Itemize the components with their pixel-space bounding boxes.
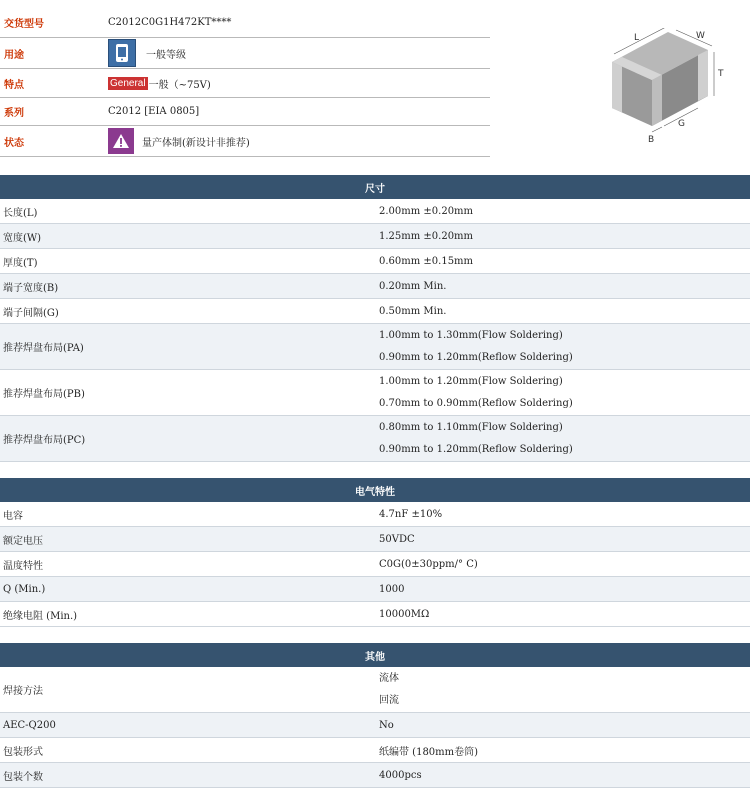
feature-value: 一般（~75V): [148, 79, 211, 91]
table-row: 端子间隔(G) 0.50mm Min.: [0, 299, 750, 324]
table-row: 电容 4.7nF ±10%: [0, 502, 750, 527]
info-row-feature: [0, 69, 490, 98]
table-row: 包装个数 4000pcs: [0, 763, 750, 788]
other-header: 其他: [0, 643, 750, 667]
table-row: 温度特性 C0G(0±30ppm/° C): [0, 552, 750, 577]
table-row: 推荐焊盘布局(PC) 0.80mm to 1.10mm(Flow Soldering) 0.90mm to 1.20mm(Reflow Soldering): [0, 416, 750, 462]
dim-label-l: L: [634, 33, 640, 43]
series-label: 系列: [4, 108, 24, 119]
other-section: [0, 643, 750, 788]
table-row: 额定电压 50VDC: [0, 527, 750, 552]
table-row: 推荐焊盘布局(PA) 1.00mm to 1.30mm(Flow Soldering) 0.90mm to 1.20mm(Reflow Soldering): [0, 324, 750, 370]
status-label: 状态: [4, 137, 24, 149]
part-number-value: C2012C0G1H472KT****: [108, 17, 232, 28]
chip-terminal-right: [698, 50, 708, 101]
dim-label-g: G: [678, 119, 685, 129]
table-row: 宽度(W) 1.25mm ±0.20mm: [0, 224, 750, 249]
table-row: 推荐焊盘布局(PB) 1.00mm to 1.20mm(Flow Soldering) 0.70mm to 0.90mm(Reflow Soldering): [0, 370, 750, 416]
chip-terminal-left: [612, 62, 622, 113]
info-row-usage: [0, 38, 490, 69]
table-row: 长度(L) 2.00mm ±0.20mm: [0, 199, 750, 224]
usage-value: 一般等级: [146, 49, 186, 61]
table-row: Q (Min.) 1000: [0, 577, 750, 602]
electrical-header: 电气特性: [0, 478, 750, 502]
usage-label: 用途: [4, 49, 24, 61]
dim-label-w: W: [696, 31, 705, 41]
product-info: [0, 8, 490, 157]
info-row-part-number: [0, 8, 490, 38]
dimensions-section: [0, 175, 750, 462]
table-row: 端子宽度(B) 0.20mm Min.: [0, 274, 750, 299]
table-row: 包装形式 纸编带 (180mm卷筒): [0, 738, 750, 763]
info-row-series: [0, 98, 490, 126]
series-value: C2012 [EIA 0805]: [108, 106, 200, 117]
part-number-label: 交货型号: [4, 19, 44, 30]
chip-dimension-diagram: [604, 28, 730, 146]
feature-label: 特点: [4, 79, 24, 91]
phone-device-icon: [108, 39, 136, 67]
dimensions-header: 尺寸: [0, 175, 750, 199]
table-row: AEC-Q200 No: [0, 713, 750, 738]
table-row: 厚度(T) 0.60mm ±0.15mm: [0, 249, 750, 274]
electrical-section: [0, 478, 750, 627]
info-row-status: [0, 126, 490, 157]
dim-label-b: B: [648, 135, 655, 145]
status-value: 量产体制(新设计非推荐): [142, 137, 250, 149]
table-row: 绝缘电阻 (Min.) 10000MΩ: [0, 602, 750, 627]
general-tag: General: [110, 77, 146, 89]
table-row: 焊接方法 流体 回流: [0, 667, 750, 713]
dim-label-t: T: [718, 69, 724, 79]
warning-triangle-icon: [108, 128, 134, 154]
